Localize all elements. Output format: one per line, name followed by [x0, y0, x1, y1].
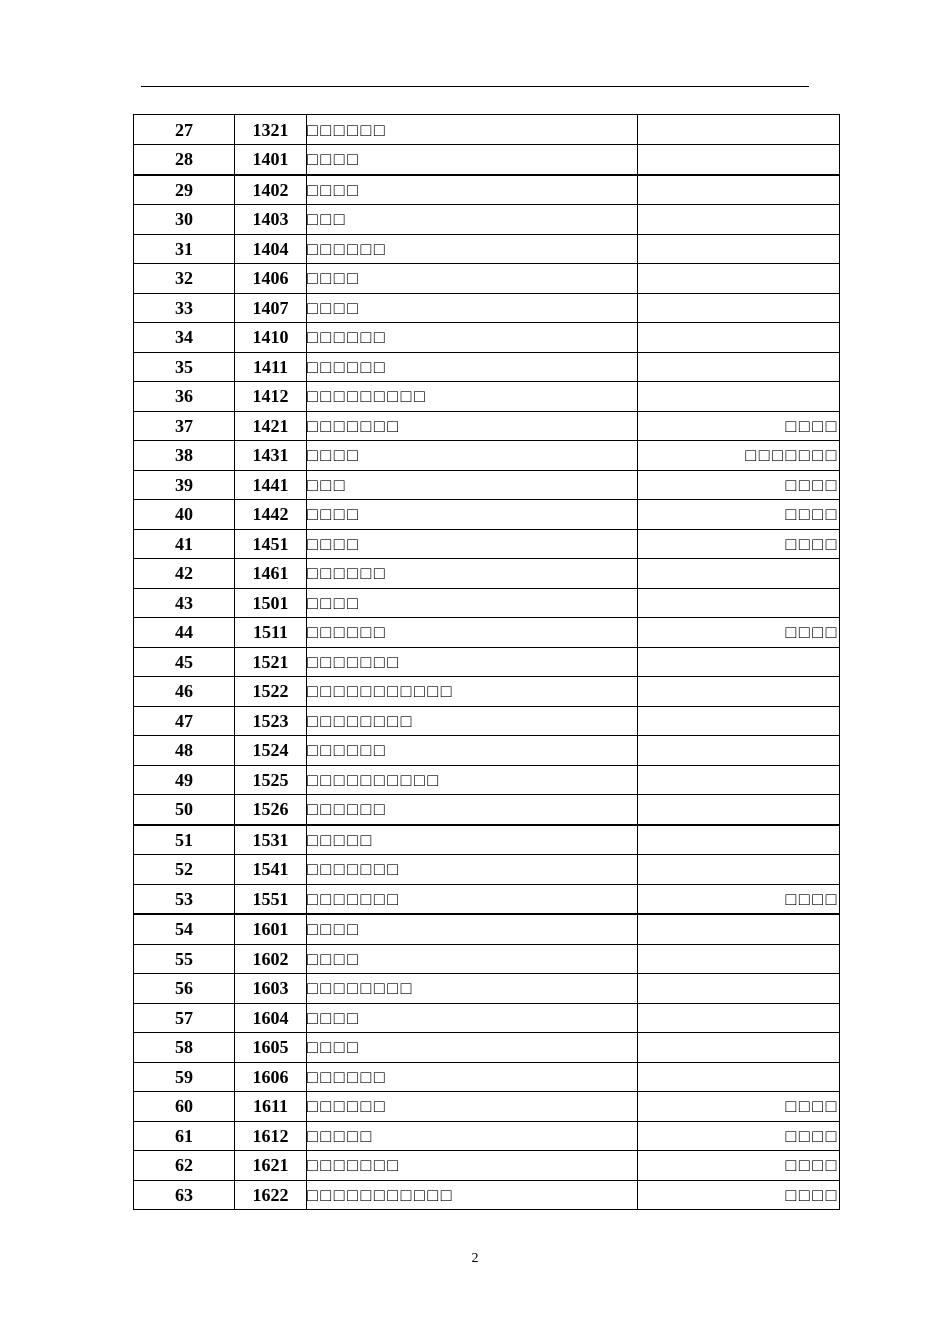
account-note: [638, 1062, 840, 1092]
account-note: □□□□□□□: [638, 441, 840, 471]
account-note: [638, 677, 840, 707]
account-name: □□□□□□: [307, 234, 638, 264]
row-number: 62: [134, 1151, 235, 1181]
account-note: [638, 765, 840, 795]
row-number: 63: [134, 1180, 235, 1210]
row-number: 42: [134, 559, 235, 589]
row-number: 38: [134, 441, 235, 471]
account-code: 1612: [235, 1121, 307, 1151]
account-code: 1403: [235, 205, 307, 235]
account-name: □□□□□□□□□□□: [307, 1180, 638, 1210]
table-row: [134, 559, 840, 589]
account-note: □□□□: [638, 884, 840, 914]
account-code: 1621: [235, 1151, 307, 1181]
account-code: 1622: [235, 1180, 307, 1210]
account-note: [638, 736, 840, 766]
account-note: [638, 855, 840, 885]
account-name: □□□□: [307, 944, 638, 974]
table-row: [134, 352, 840, 382]
table-row: [134, 382, 840, 412]
account-note: [638, 115, 840, 145]
account-note: [638, 1033, 840, 1063]
table-row: [134, 795, 840, 825]
account-code: 1604: [235, 1003, 307, 1033]
account-name: □□□□□□□: [307, 411, 638, 441]
account-code: 1441: [235, 470, 307, 500]
row-number: 45: [134, 647, 235, 677]
account-code: 1407: [235, 293, 307, 323]
table-row: [134, 145, 840, 175]
row-number: 52: [134, 855, 235, 885]
account-code: 1431: [235, 441, 307, 471]
account-code: 1511: [235, 618, 307, 648]
account-note: [638, 145, 840, 175]
account-note: [638, 175, 840, 205]
account-note: [638, 944, 840, 974]
table-row: [134, 470, 840, 500]
account-name: □□□□: [307, 1033, 638, 1063]
account-name: □□□□: [307, 914, 638, 944]
account-note: [638, 205, 840, 235]
row-number: 36: [134, 382, 235, 412]
table-row: [134, 175, 840, 205]
account-code: 1551: [235, 884, 307, 914]
account-code-table: [133, 114, 840, 1210]
row-number: 34: [134, 323, 235, 353]
account-code: 1602: [235, 944, 307, 974]
account-code: 1406: [235, 264, 307, 294]
account-name: □□□□: [307, 441, 638, 471]
table-row: [134, 293, 840, 323]
account-name: □□□□: [307, 1003, 638, 1033]
account-note: [638, 234, 840, 264]
account-name: □□□□□□□: [307, 1151, 638, 1181]
table-row: [134, 706, 840, 736]
account-code: 1525: [235, 765, 307, 795]
account-name: □□□□□□□□: [307, 706, 638, 736]
account-note: □□□□: [638, 529, 840, 559]
account-note: □□□□: [638, 1092, 840, 1122]
account-note: [638, 382, 840, 412]
table-row: [134, 264, 840, 294]
table-row: [134, 323, 840, 353]
account-code: 1404: [235, 234, 307, 264]
account-code: 1605: [235, 1033, 307, 1063]
table-row: [134, 825, 840, 855]
row-number: 41: [134, 529, 235, 559]
row-number: 51: [134, 825, 235, 855]
account-code: 1421: [235, 411, 307, 441]
account-name: □□□□: [307, 500, 638, 530]
row-number: 39: [134, 470, 235, 500]
account-note: [638, 559, 840, 589]
table-row: [134, 1121, 840, 1151]
table-row: [134, 618, 840, 648]
account-name: □□□□□□□□□: [307, 382, 638, 412]
account-code: 1541: [235, 855, 307, 885]
row-number: 58: [134, 1033, 235, 1063]
account-note: [638, 1003, 840, 1033]
table-row: [134, 205, 840, 235]
table-row: [134, 441, 840, 471]
account-name: □□□□□□: [307, 736, 638, 766]
account-name: □□□□□: [307, 1121, 638, 1151]
account-note: □□□□: [638, 1180, 840, 1210]
account-code: 1501: [235, 588, 307, 618]
row-number: 37: [134, 411, 235, 441]
table-row: [134, 884, 840, 914]
account-code: 1522: [235, 677, 307, 707]
account-note: □□□□: [638, 618, 840, 648]
row-number: 29: [134, 175, 235, 205]
page-number: 2: [471, 1251, 479, 1266]
table-row: [134, 234, 840, 264]
account-name: □□□□□: [307, 825, 638, 855]
table-row: [134, 944, 840, 974]
account-name: □□□□□□: [307, 352, 638, 382]
row-number: 30: [134, 205, 235, 235]
table-row: [134, 1062, 840, 1092]
row-number: 28: [134, 145, 235, 175]
account-code: 1601: [235, 914, 307, 944]
account-name: □□□□□□: [307, 1092, 638, 1122]
account-name: □□□□: [307, 293, 638, 323]
account-name: □□□□□□: [307, 795, 638, 825]
account-note: [638, 352, 840, 382]
account-code: 1603: [235, 974, 307, 1004]
table-row: [134, 914, 840, 944]
account-code: 1611: [235, 1092, 307, 1122]
account-name: □□□□□□: [307, 618, 638, 648]
account-note: [638, 825, 840, 855]
account-note: [638, 914, 840, 944]
row-number: 31: [134, 234, 235, 264]
account-note: [638, 588, 840, 618]
account-code: 1606: [235, 1062, 307, 1092]
account-code: 1401: [235, 145, 307, 175]
account-name: □□□□□□: [307, 323, 638, 353]
account-note: [638, 264, 840, 294]
account-note: [638, 974, 840, 1004]
row-number: 27: [134, 115, 235, 145]
account-name: □□□□□□□: [307, 884, 638, 914]
table-row: [134, 500, 840, 530]
account-code: 1461: [235, 559, 307, 589]
account-name: □□□□□□□: [307, 855, 638, 885]
account-name: □□□□□□: [307, 1062, 638, 1092]
row-number: 47: [134, 706, 235, 736]
account-code: 1521: [235, 647, 307, 677]
account-name: □□□□□□□□: [307, 974, 638, 1004]
account-name: □□□□: [307, 145, 638, 175]
account-name: □□□□: [307, 588, 638, 618]
account-code: 1524: [235, 736, 307, 766]
row-number: 54: [134, 914, 235, 944]
row-number: 35: [134, 352, 235, 382]
row-number: 33: [134, 293, 235, 323]
account-note: [638, 293, 840, 323]
account-note: [638, 323, 840, 353]
account-name: □□□□□□□: [307, 647, 638, 677]
row-number: 44: [134, 618, 235, 648]
row-number: 48: [134, 736, 235, 766]
row-number: 50: [134, 795, 235, 825]
account-code: 1412: [235, 382, 307, 412]
row-number: 32: [134, 264, 235, 294]
table-row: [134, 1180, 840, 1210]
table-row: [134, 588, 840, 618]
table-row: [134, 677, 840, 707]
row-number: 46: [134, 677, 235, 707]
account-name: □□□□□□□□□□□: [307, 677, 638, 707]
account-note: [638, 647, 840, 677]
table-row: [134, 765, 840, 795]
table-body: [134, 115, 840, 1210]
row-number: 53: [134, 884, 235, 914]
table-row: [134, 115, 840, 145]
account-note: □□□□: [638, 470, 840, 500]
account-name: □□□□: [307, 264, 638, 294]
table-row: [134, 1151, 840, 1181]
account-note: [638, 795, 840, 825]
account-name: □□□: [307, 205, 638, 235]
account-name: □□□□: [307, 529, 638, 559]
account-name: □□□□□□□□□□: [307, 765, 638, 795]
row-number: 60: [134, 1092, 235, 1122]
account-name: □□□□: [307, 175, 638, 205]
table-row: [134, 1033, 840, 1063]
account-note: [638, 706, 840, 736]
account-note: □□□□: [638, 411, 840, 441]
account-note: □□□□: [638, 500, 840, 530]
account-note: □□□□: [638, 1121, 840, 1151]
account-code: 1321: [235, 115, 307, 145]
row-number: 40: [134, 500, 235, 530]
account-code: 1442: [235, 500, 307, 530]
account-code: 1402: [235, 175, 307, 205]
account-code: 1526: [235, 795, 307, 825]
table-row: [134, 529, 840, 559]
table-row: [134, 736, 840, 766]
row-number: 59: [134, 1062, 235, 1092]
table-row: [134, 411, 840, 441]
account-code: 1411: [235, 352, 307, 382]
account-name: □□□□□□: [307, 115, 638, 145]
table-row: [134, 1003, 840, 1033]
account-note: □□□□: [638, 1151, 840, 1181]
account-code: 1410: [235, 323, 307, 353]
row-number: 56: [134, 974, 235, 1004]
table-row: [134, 855, 840, 885]
account-code: 1523: [235, 706, 307, 736]
table-row: [134, 1092, 840, 1122]
header-rule: [141, 86, 809, 87]
row-number: 61: [134, 1121, 235, 1151]
account-code: 1531: [235, 825, 307, 855]
table-row: [134, 647, 840, 677]
account-code: 1451: [235, 529, 307, 559]
row-number: 49: [134, 765, 235, 795]
row-number: 55: [134, 944, 235, 974]
table-row: [134, 974, 840, 1004]
account-name: □□□□□□: [307, 559, 638, 589]
account-name: □□□: [307, 470, 638, 500]
row-number: 57: [134, 1003, 235, 1033]
row-number: 43: [134, 588, 235, 618]
